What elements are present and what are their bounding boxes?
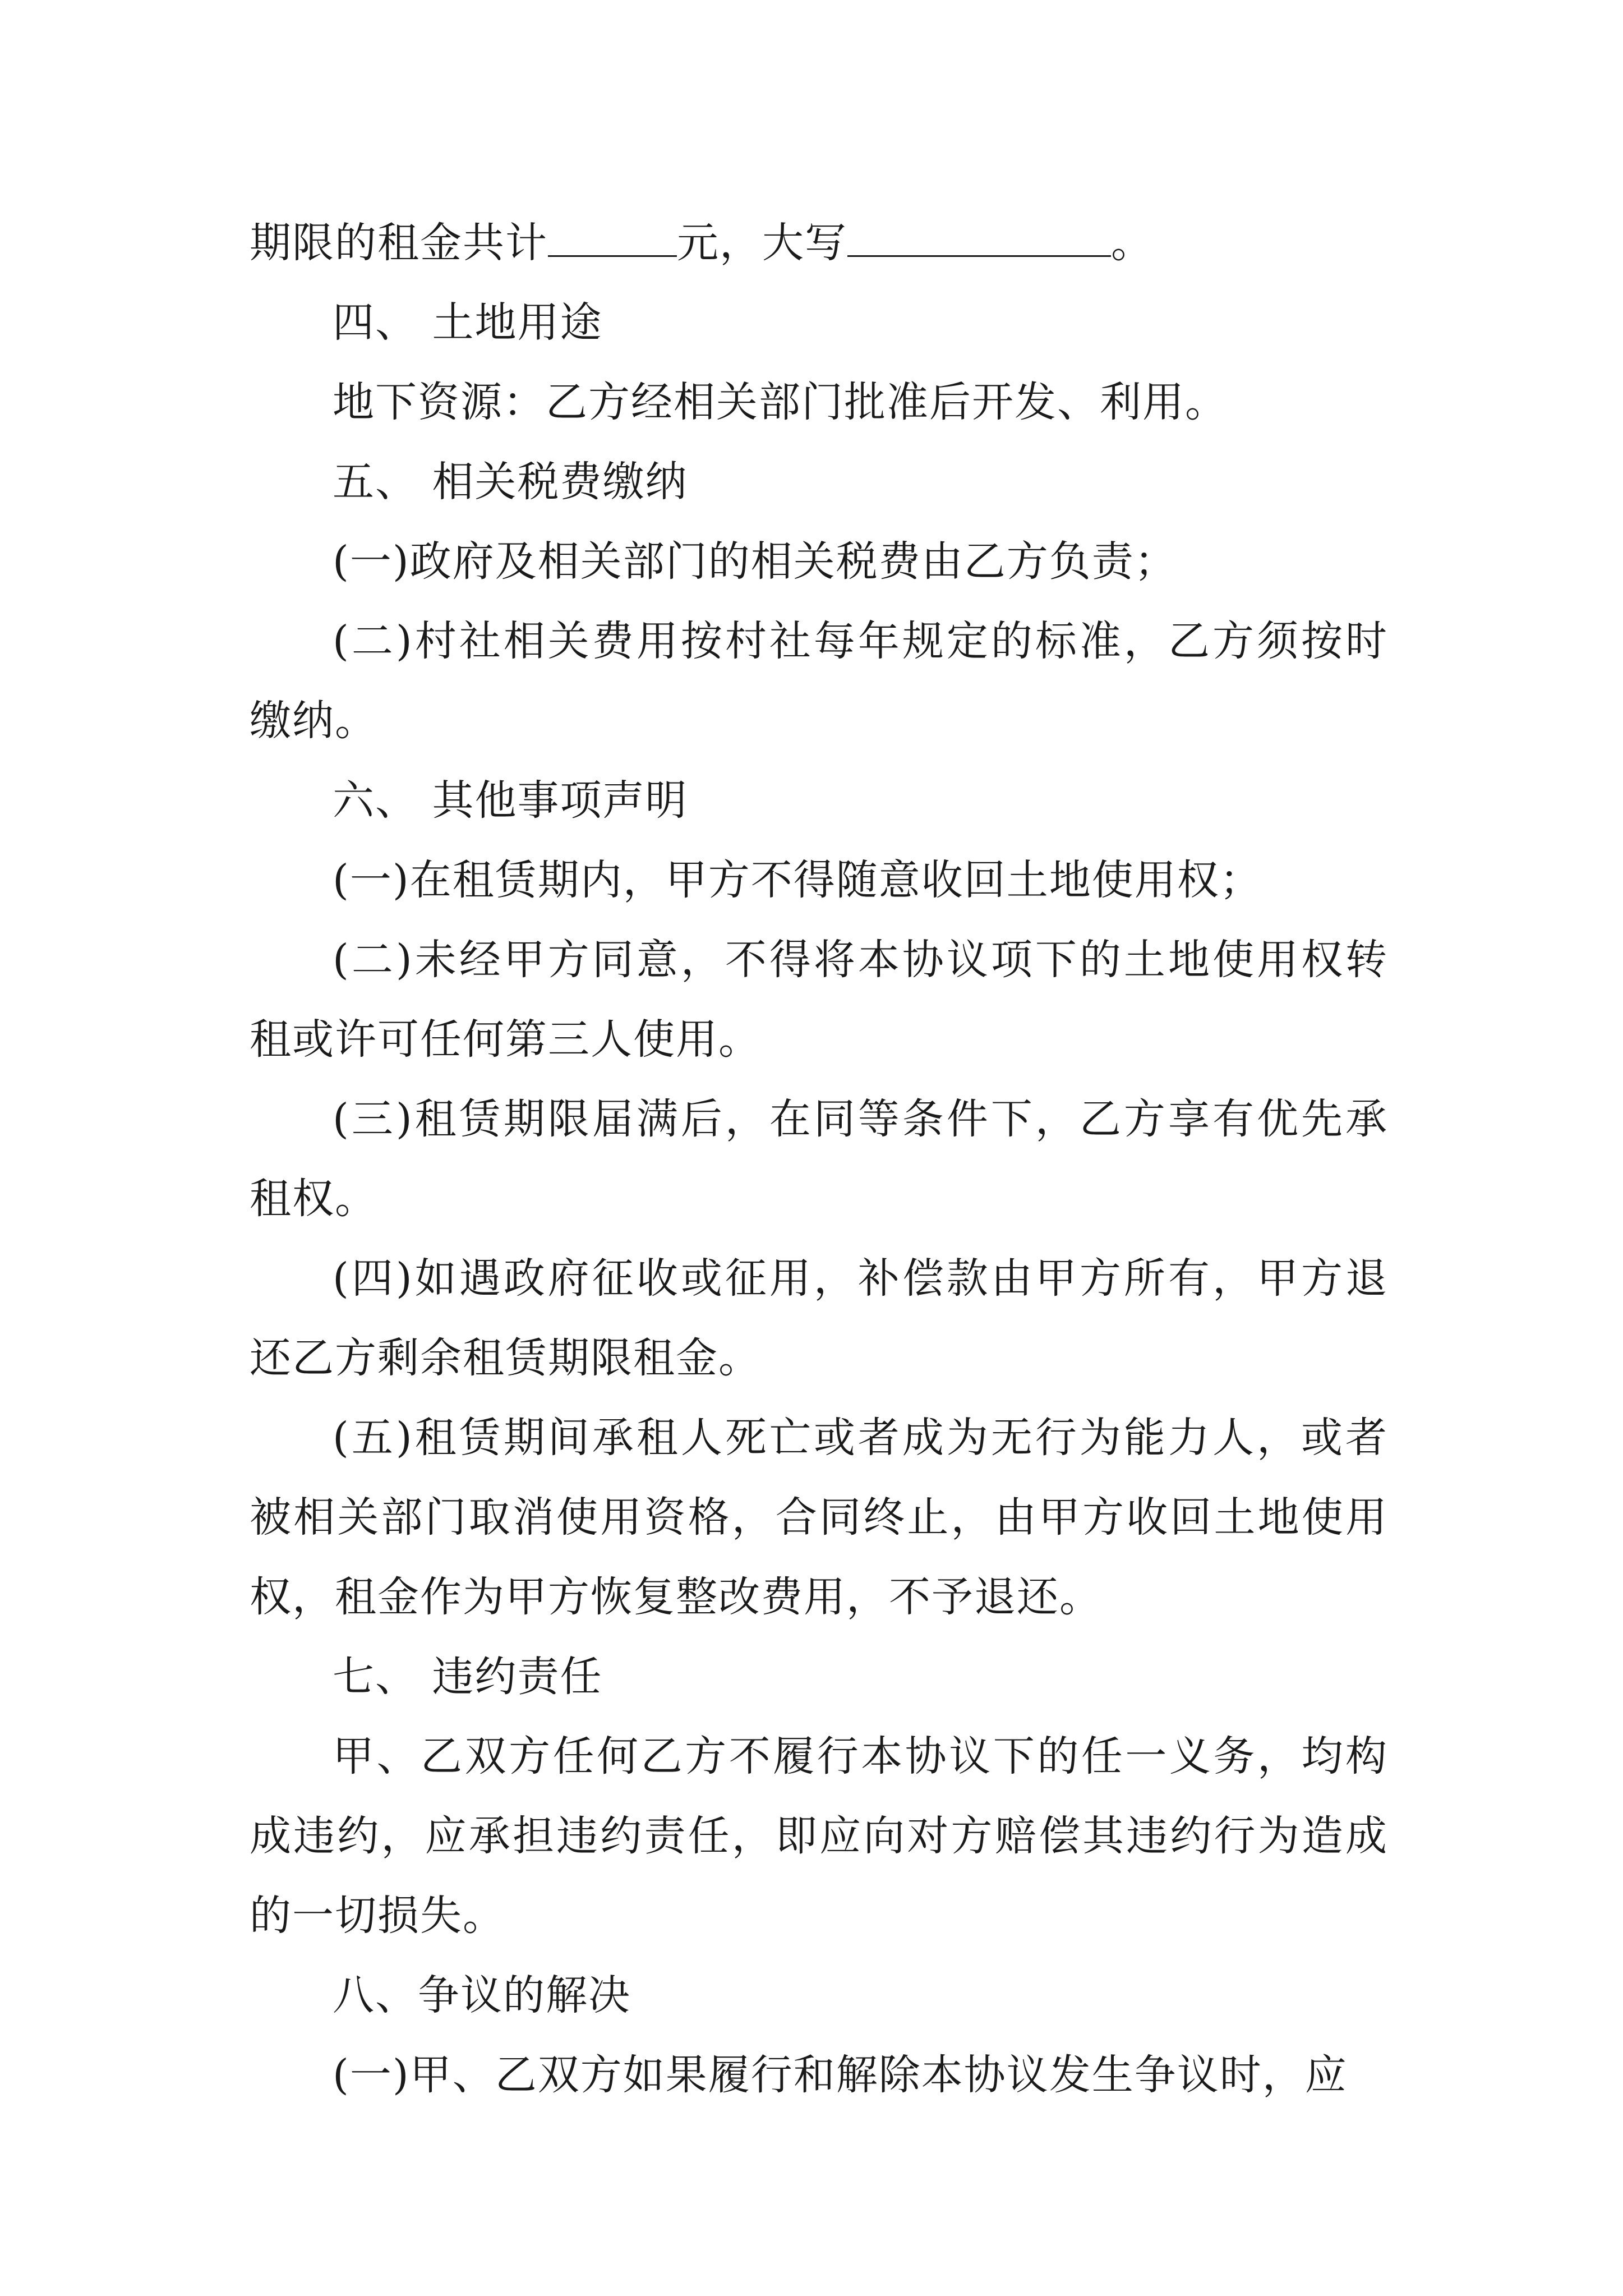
section-6-item-4: (四)如遇政府征收或征用，补偿款由甲方所有，甲方退还乙方剩余租赁期限租金。 [250, 1254, 1388, 1382]
rent-total-line [250, 203, 1388, 283]
section-6-item-5: (五)租赁期间承租人死亡或者成为无行为能力人，或者被相关部门取消使用资格，合同终止，由甲方收回土地使用权，租金作为甲方恢复整改费用，不予退还。 [250, 1414, 1388, 1621]
section-6-item-1: (一)在租赁期内，甲方不得随意收回土地使用权； [333, 856, 1262, 904]
section-7-title: 七、 违约责任 [333, 1653, 603, 1701]
rent-total-unit: 元，大写 [677, 219, 847, 267]
section-5-title: 五、 相关税费缴纳 [333, 458, 688, 506]
rent-amount-blank[interactable] [548, 216, 677, 257]
section-6-item-3: (三)租赁期限届满后，在同等条件下，乙方享有优先承租权。 [250, 1095, 1388, 1223]
section-5-item-2: (二)村社相关费用按村社每年规定的标准，乙方须按时缴纳。 [250, 617, 1388, 745]
rent-total-prefix: 期限的租金共计 [250, 219, 548, 267]
section-4-body: 地下资源：乙方经相关部门批准后开发、利用。 [333, 378, 1228, 426]
section-7-body: 甲、乙双方任何乙方不履行本协议下的任一义务，均构成违约，应承担违约责任，即应向对方赔偿其违约行为造成的一切损失。 [250, 1732, 1388, 1940]
section-8-item-1: (一)甲、乙双方如果履行和解除本协议发生争议时，应 [333, 2051, 1348, 2099]
rent-amount-capital-blank[interactable] [847, 216, 1111, 257]
section-6-title: 六、 其他事项声明 [333, 776, 688, 825]
section-5-item-1: (一)政府及相关部门的相关税费由乙方负责； [333, 537, 1177, 586]
document-body [250, 203, 1388, 2115]
section-4-title: 四、 土地用途 [333, 298, 603, 347]
rent-total-suffix: 。 [1111, 219, 1154, 267]
section-8-title: 八、争议的解决 [333, 1971, 631, 2019]
section-6-item-2: (二)未经甲方同意，不得将本协议项下的土地使用权转租或许可任何第三人使用。 [250, 936, 1388, 1064]
